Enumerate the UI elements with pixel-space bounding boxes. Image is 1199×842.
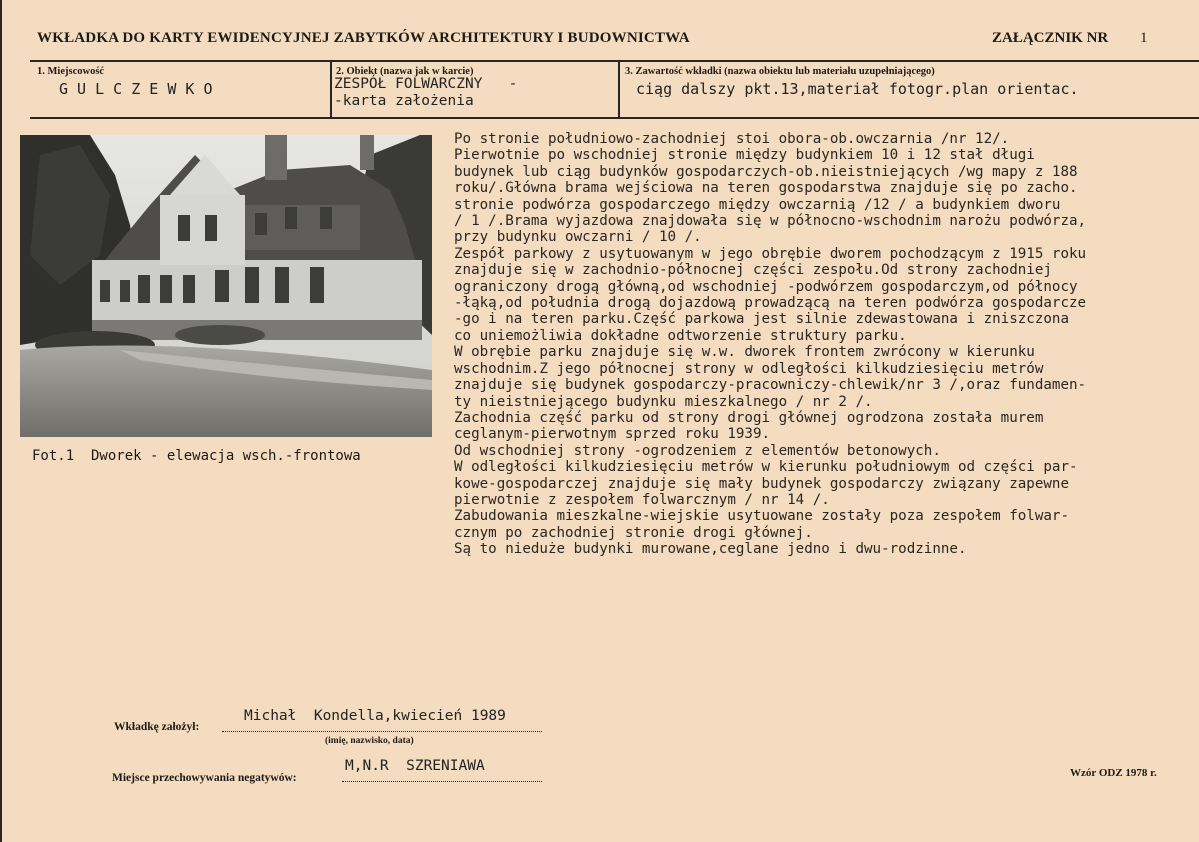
manor-photo-image [20,135,432,437]
photo-caption: Fot.1 Dworek - elewacja wsch.-frontowa [32,448,361,464]
description-line: budynek lub ciąg budynków gospodarczych-ob.nieistniejących /wg mapy z 188 [454,163,1078,180]
storage-label: Miejsce przechowywania negatywów: [112,772,297,784]
locality-value: G U L C Z E W K O [59,80,213,98]
header-rule-top [30,60,1199,62]
description-line: co uniemożliwia dokładne odtworzenie struktury parku. [454,327,907,344]
description-line: / 1 /.Brama wyjazdowa znajdowała się w północno-wschodnim narożu podwórza, [454,213,1087,230]
description-line: ograniczony drogą główną,od wschodniej -podwórzem gospodarczym,od północy [454,278,1078,295]
object-label: 2. Obiekt (nazwa jak w karcie) [336,66,474,77]
description-line: wschodnim.Z jego północnej strony w odległości kilkudziesięciu metrów [454,360,1044,377]
description-line: Zespół parkowy z usytuowanym w jego obrębie dworem pochodzącym z 1915 roku [454,245,1087,262]
attachment-label: ZAŁĄCZNIK NR [992,30,1109,46]
header-rule-bottom [30,117,1199,119]
description-line: ceglanym-pierwotnym sprzed roku 1939. [454,426,771,443]
description-line: Po stronie południowo-zachodniej stoi obora-ob.owczarnia /nr 12/. [454,131,1010,147]
storage-value: M,N.R SZRENIAWA [345,758,485,774]
author-note: (imię, nazwisko, data) [325,736,414,746]
form-identifier: Wzór ODZ 1978 r. [1070,767,1157,779]
description-text [454,131,1194,558]
description-line: -łąką,od południa drogą dojazdową prowadzącą na teren podwórza gospodarcze [454,295,1087,312]
description-line: stronie podwórza gospodarczego między owczarnią /12 / a budynkiem dworu [454,196,1061,213]
description-line: kowe-gospodarczej znajduje się mały budynek gospodarczy związany zapewne [454,475,1069,492]
description-line: ty nieistniejącego budynku mieszkalnego / nr 2 /. [454,393,873,410]
author-value: Michał Kondella,kwiecień 1989 [244,708,506,724]
author-dotted-line [222,731,542,732]
description-line: znajduje się w zachodnio-północnej części zespołu.Od strony zachodniej [454,262,1052,279]
document-title: WKŁADKA DO KARTY EWIDENCYJNEJ ZABYTKÓW ARCHITEKTURY I BUDOWNICTWA [37,30,690,46]
object-value-line2: -karta założenia [334,93,474,109]
description-line: -go i na teren parku.Część parkowa jest silnie zdewastowana i zniszczona [454,311,1069,328]
description-line: znajduje się budynek gospodarczy-pracowniczy-chlewik/nr 3 /,oraz fundamen- [454,377,1087,394]
locality-label: 1. Miejscowość [37,66,105,77]
description-line: Są to nieduże budynki murowane,ceglane jedno i dwu-rodzinne. [454,541,967,558]
field-divider-2 [618,60,620,119]
object-value-line1: ZESPÓŁ FOLWARCZNY - [334,76,518,92]
description-line: przy budynku owczarni / 10 /. [454,229,702,246]
description-line: pierwotnie z zespołem folwarcznym / nr 14 /. [454,491,830,508]
description-line: W odległości kilkudziesięciu metrów w kierunku południowym od części par- [454,459,1078,476]
description-line: cznym po zachodniej stronie drogi głównej. [454,524,813,541]
description-line: Zabudowania mieszkalne-wiejskie usytuowane zostały poza zespołem folwar- [454,508,1069,525]
description-line: Pierwotnie po wschodniej stronie między budynkiem 10 i 12 stał długi [454,147,1035,164]
description-line: W obrębie parku znajduje się w.w. dworek frontem zwrócony w kierunku [454,344,1035,361]
author-label: Wkładkę założył: [114,721,200,733]
storage-dotted-line [342,781,542,782]
description-line: Zachodnia część parku od strony drogi głównej ogrodzona została murem [454,409,1044,426]
description-line: roku/.Główna brama wejściowa na teren gospodarstwa znajduje się po zacho. [454,180,1078,197]
field-divider-1 [330,60,332,119]
manor-photo [20,135,432,437]
contents-label: 3. Zawartość wkładki (nazwa obiektu lub materiału uzupełniającego) [625,66,935,77]
attachment-number: 1 [1140,30,1148,46]
contents-value: ciąg dalszy pkt.13,materiał fotogr.plan orientac. [636,80,1079,98]
description-line: Od wschodniej strony -ogrodzeniem z elementów betonowych. [454,442,941,459]
